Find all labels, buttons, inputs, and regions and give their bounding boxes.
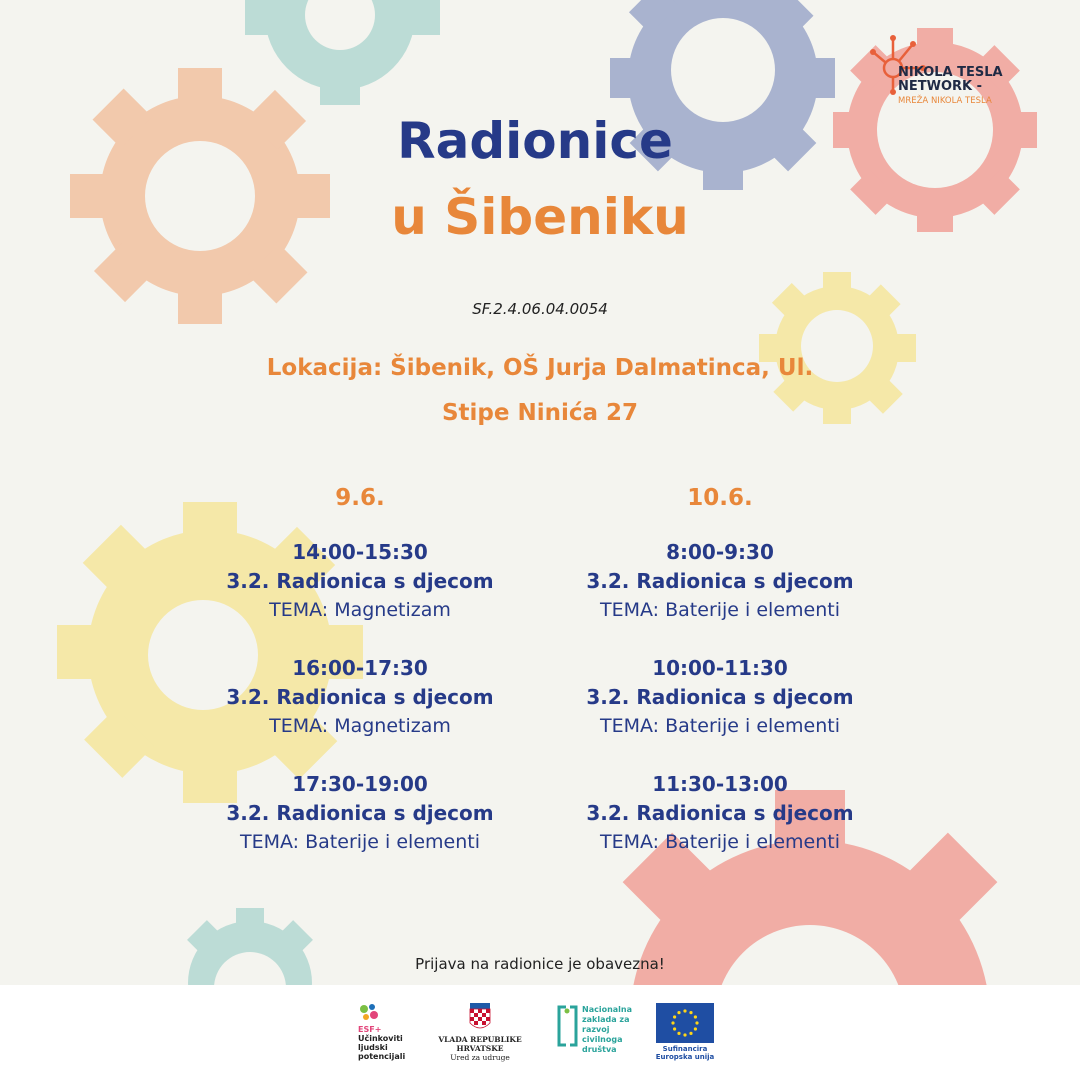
session-topic: TEMA: Baterije i elementi bbox=[600, 599, 840, 621]
esf-icon bbox=[358, 1003, 382, 1023]
zaklada-line3: razvoj bbox=[582, 1025, 610, 1034]
session-name: 3.2. Radionica s djecom bbox=[586, 685, 854, 709]
vlada-line2: Ured za udruge bbox=[450, 1053, 510, 1062]
page-title: Radionice bbox=[397, 112, 673, 170]
gear-icon-blue bbox=[605, 0, 845, 200]
esf-line2: Učinkoviti bbox=[358, 1034, 403, 1043]
esf-label: ESF+ bbox=[358, 1025, 382, 1034]
session-topic: TEMA: Baterije i elementi bbox=[600, 715, 840, 737]
schedule-day-2 bbox=[540, 480, 900, 886]
registration-notice: Prijava na radionice je obavezna! bbox=[415, 955, 665, 973]
session bbox=[180, 770, 540, 886]
vlada-line1: VLADA REPUBLIKE HRVATSKE bbox=[438, 1035, 522, 1053]
session-name: 3.2. Radionica s djecom bbox=[226, 569, 494, 593]
session-name: 3.2. Radionica s djecom bbox=[226, 801, 494, 825]
zaklada-line1: Nacionalna bbox=[582, 1005, 633, 1014]
coat-of-arms-icon bbox=[469, 1003, 491, 1033]
esf-logo bbox=[358, 1003, 405, 1061]
project-code: SF.2.4.06.04.0054 bbox=[472, 300, 608, 318]
zaklada-line4: civilnoga bbox=[582, 1035, 623, 1044]
bracket-icon bbox=[556, 1005, 578, 1047]
page-subtitle: u Šibeniku bbox=[391, 188, 689, 246]
session-time: 14:00-15:30 bbox=[292, 540, 428, 564]
session bbox=[540, 770, 900, 886]
session-topic: TEMA: Baterije i elementi bbox=[240, 831, 480, 853]
session-name: 3.2. Radionica s djecom bbox=[586, 569, 854, 593]
schedule-day-1 bbox=[180, 480, 540, 886]
esf-line3: ljudski bbox=[358, 1043, 388, 1052]
session bbox=[540, 538, 900, 654]
eu-line2: Europska unija bbox=[655, 1053, 715, 1061]
session-time: 8:00-9:30 bbox=[666, 540, 774, 564]
esf-line4: potencijali bbox=[358, 1052, 406, 1061]
brand-line2: NETWORK - bbox=[898, 79, 983, 94]
location-line2: Stipe Ninića 27 bbox=[441, 400, 639, 426]
day-date: 10.6. bbox=[687, 485, 753, 511]
session-name: 3.2. Radionica s djecom bbox=[226, 685, 494, 709]
day-date: 9.6. bbox=[335, 485, 385, 511]
session bbox=[180, 538, 540, 654]
footer-logos bbox=[0, 985, 1080, 1080]
session-topic: TEMA: Baterije i elementi bbox=[600, 831, 840, 853]
zaklada-line2: zaklada za bbox=[582, 1015, 630, 1024]
session bbox=[540, 654, 900, 770]
eu-line1: Sufinancira bbox=[662, 1045, 708, 1053]
location-line1: Lokacija: Šibenik, OŠ Jurja Dalmatinca, Ul. bbox=[266, 355, 814, 381]
session-topic: TEMA: Magnetizam bbox=[269, 715, 451, 737]
brand-name bbox=[898, 66, 1003, 108]
session-name: 3.2. Radionica s djecom bbox=[586, 801, 854, 825]
brand-line1: NIKOLA TESLA bbox=[898, 65, 1003, 80]
eu-logo bbox=[654, 1003, 716, 1061]
session-topic: TEMA: Magnetizam bbox=[269, 599, 451, 621]
session-time: 10:00-11:30 bbox=[652, 656, 788, 680]
session-time: 11:30-13:00 bbox=[652, 772, 788, 796]
zaklada-line5: društva bbox=[582, 1045, 617, 1054]
session-time: 16:00-17:30 bbox=[292, 656, 428, 680]
session-time: 17:30-19:00 bbox=[292, 772, 428, 796]
brand-line3: MREŽA NIKOLA TESLA bbox=[898, 96, 992, 106]
eu-flag-icon bbox=[656, 1003, 714, 1043]
vlada-logo bbox=[420, 1003, 540, 1062]
session bbox=[180, 654, 540, 770]
